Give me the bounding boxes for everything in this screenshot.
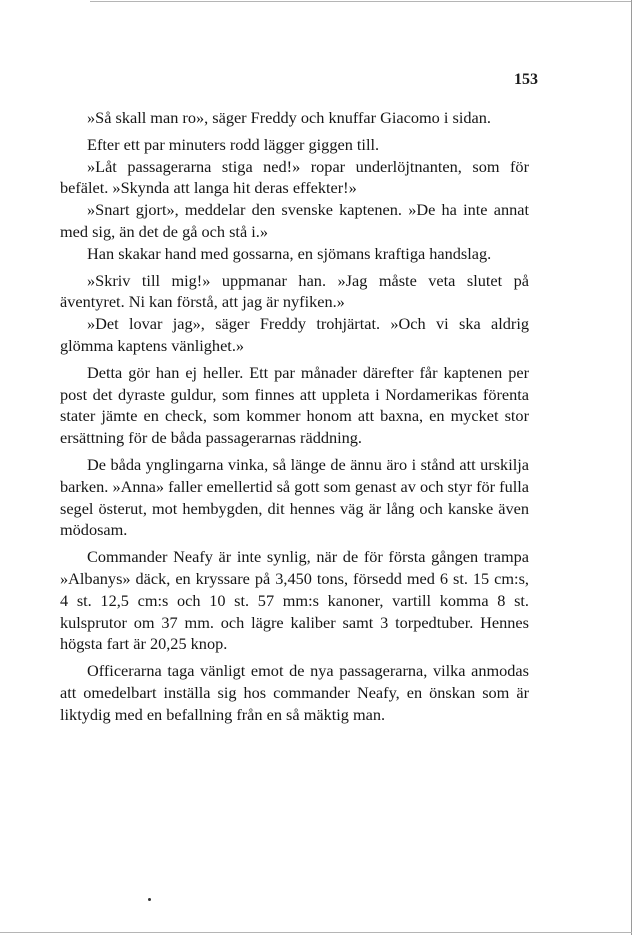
paragraph-7: »Det lovar jag», säger Freddy trohjärtat. »Och vi ska aldrig glömma kaptens vänlighet.» bbox=[60, 314, 529, 355]
paragraph-2: Efter ett par minuters rodd lägger giggen till. bbox=[87, 134, 380, 154]
paragraph-5: Han skakar hand med gossarna, en sjömans kraftiga handslag. bbox=[87, 243, 492, 263]
paragraph-8: Detta gör han ej heller. Ett par månader därefter får kaptenen per post det dyraste guldur, som finnes att uppleta i Nordamerikas förenta stater jämte en check, som kommer honom att baxna, en mycket stor ersättning för de båda passagerarnas räddning. bbox=[60, 362, 529, 448]
page-number: 153 bbox=[514, 71, 538, 88]
paragraph-3: »Låt passagerarna stiga ned!» ropar underlöjtnanten, som för befälet. »Skynda att langa hit deras effekter!» bbox=[60, 156, 529, 198]
paragraph-11: Officerarna taga vänligt emot de nya passagerarna, vilka anmodas att omedelbart inställa sig hos commander Neafy, en önskan som är liktydig med en befallning från en så mäktig man. bbox=[60, 661, 529, 724]
body-text bbox=[60, 107, 529, 726]
paragraph-4: »Snart gjort», meddelar den svenske kaptenen. »De ha inte annat med sig, än det de gå och stå i.» bbox=[60, 200, 529, 241]
paragraph-9: De båda ynglingarna vinka, så länge de ännu äro i stånd att urskilja barken. »Anna» faller emellertid så gott som genast av och styr för fulla segel österut, mot hembygden, dit hennes väg är lång och kanske även mödosam. bbox=[60, 454, 529, 540]
paragraph-10: Commander Neafy är inte synlig, när de för första gången trampa »Albanys» däck, en kryssare på 3,450 tons, försedd med 6 st. 15 cm:s, 4 st. 12,5 cm:s och 10 st. 57 mm:s kanoner, vartill komma 8 st. kulsprutor om 37 mm. och lägre kaliber samt 3 torpedtuber. Hennes högsta fart är 20,25 knop. bbox=[60, 547, 529, 654]
top-edge-rule bbox=[90, 1, 632, 2]
paragraph-6: »Skriv till mig!» uppmanar han. »Jag måste veta slutet på äventyret. Ni kan förstå, att jag är nyfiken.» bbox=[60, 270, 529, 312]
paragraph-1: »Så skall man ro», säger Freddy och knuffar Giacomo i sidan. bbox=[87, 108, 491, 127]
print-speck bbox=[148, 898, 151, 901]
bottom-edge-rule bbox=[0, 932, 632, 933]
